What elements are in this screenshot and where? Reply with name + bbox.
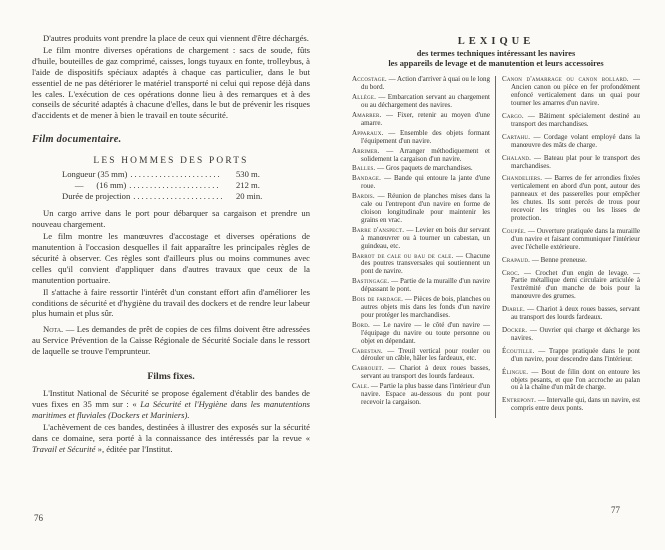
- lexique-entry: [502, 306, 640, 322]
- page-left: [32, 33, 310, 454]
- body-paragraphs: [32, 208, 310, 319]
- lexique-column-left: [352, 76, 495, 418]
- lexique-term: Chandeliers.: [502, 174, 543, 183]
- lexique-term: Diable.: [502, 305, 525, 314]
- lexique-term: Cale.: [352, 382, 370, 391]
- lexique-term: Arrimer.: [352, 146, 380, 155]
- lexique-entry: [502, 228, 640, 252]
- lexique-definition: — Trappe pratiquée dans le pont d'un navire, pour descendre dans l'intérieur.: [511, 346, 641, 363]
- lexique-term: Docker.: [502, 325, 528, 334]
- nota-paragraph: [32, 324, 310, 357]
- paragraph: Un cargo arrive dans le port pour débarquer sa cargaison et prendre un nouveau chargement.: [32, 208, 310, 230]
- lexique-entry: [352, 112, 490, 128]
- lexique-entry: [352, 348, 490, 364]
- lexique-term: Chaland.: [502, 153, 532, 162]
- lexique-definition: — Le navire — le côté d'un navire — l'équipage du navire ou toute personne ou objet en dépendant.: [361, 320, 491, 345]
- fixes-paragraph-2-italic-title: Travail et Sécurité: [32, 443, 96, 454]
- intro-paragraphs: [32, 33, 310, 121]
- lexique-term: Crapaud.: [502, 255, 531, 264]
- lexique-definition: — Partie la plus basse dans l'intérieur d'un navire. Espace au-dessous du pont pour recevoir la cargaison.: [361, 382, 490, 406]
- lexique-definition: — Bout de filin dont on entoure les objets pesants, et que l'on accroche au palan ou à la chaîne d'un mât de charge.: [511, 367, 640, 392]
- lexique-entry: [352, 296, 490, 320]
- lexique-definition: — Arranger méthodiquement et solidement la cargaison d'un navire.: [361, 146, 490, 163]
- lexique-entry: [352, 365, 490, 381]
- lexique-definition: — Cordage volant employé dans la manœuvre des mâts de charge.: [511, 132, 641, 149]
- lexique-entry: [352, 322, 490, 346]
- film-spec-row: [62, 169, 280, 180]
- lexique-column-right: [496, 76, 640, 418]
- lexique-entry: [502, 175, 640, 222]
- spec-label: Longueur (35 mm): [62, 169, 128, 180]
- lexique-entry: [352, 76, 490, 92]
- page-number-left: 76: [34, 513, 43, 523]
- lexique-entry: [502, 327, 640, 343]
- lexique-term: Coupée.: [502, 226, 526, 235]
- lexique-definition: — Pièces de bois, planches ou autres objets mis dans les fonds d'un navire pour protéger les marchandises.: [361, 295, 490, 319]
- lexique-definition: — Ouverture pratiquée dans la muraille d'un navire et faisant communiquer l'intérieur avec l'échelle extérieure.: [511, 226, 640, 251]
- lexique-term: Bois de fardage.: [352, 295, 404, 304]
- paragraph: D'autres produits vont prendre la place de ceux qui viennent d'être déchargés.: [43, 33, 309, 43]
- paragraph: Il s'attache à faire ressortir l'intérêt d'un constant effort afin d'améliorer les conditions de sécurité et d'hygiène du travail des dockers et de rendre leur labeur plus humain et plus sûr.: [32, 286, 310, 319]
- lexique-entry: [502, 257, 640, 265]
- film-spec-row: [62, 191, 280, 202]
- lexique-definition: — Ouvrier qui charge et décharge les navires.: [511, 325, 641, 342]
- spec-value: 212 m.: [236, 180, 260, 191]
- lexique-definition: — Ancien canon ou pièce en fer profondément enfoncé verticalement dans un quai pour tourner les amarres d'un navire.: [511, 75, 640, 108]
- lexique-entry: [502, 113, 640, 129]
- lexique-entry: [352, 278, 490, 294]
- lexique-term: Allège.: [352, 93, 377, 102]
- lexique-term: Barre d'anspect.: [352, 225, 405, 234]
- fixes-paragraph-1-text: L'Institut National de Sécurité se propose également d'établir des bandes de vues fixes en 35 mm sur : «: [32, 388, 310, 409]
- lexique-title: LEXIQUE: [457, 36, 535, 47]
- lexique-entry: [352, 130, 490, 146]
- lexique-term: Bardis.: [352, 192, 375, 201]
- lexique-definition: — Chariot à deux roues basses, servant au transport des lourds fardeaux.: [511, 305, 641, 322]
- lexique-definition: — Chariot à deux roues basses, servant au transport des lourds fardeaux.: [361, 364, 491, 381]
- lexique-entry: [502, 134, 640, 150]
- lexique-definition: — Embarcation servant au chargement ou au déchargement des navires.: [361, 93, 491, 110]
- lexique-term: Écoutille.: [502, 346, 535, 355]
- lexique-entry: [502, 348, 640, 364]
- spec-label: — (16 mm): [62, 180, 127, 191]
- lexique-term: Élingue.: [502, 367, 529, 376]
- lexique-term: Bandage.: [352, 174, 382, 183]
- nota-label: Nota.: [43, 324, 64, 335]
- dot-leader: ......................: [129, 180, 221, 191]
- dot-leader: ......................: [133, 191, 225, 202]
- lexique-entry: [352, 165, 490, 173]
- lexique-term: Entrepont.: [502, 396, 537, 405]
- lexique-term: Bastingage.: [352, 277, 390, 286]
- lexique-term: Apparaux.: [352, 128, 384, 137]
- spec-value: 20 min.: [236, 191, 263, 202]
- paragraph: Le film montre les manœuvres d'accostage et diverses opérations de manutention à l'occasion desquelles il fait apparaître les principales règles de sécurité à observer. Ces règles sont d'ailleurs plus ou moins communes avec celles qu'il convient d'appliquer dans d'autres travaux que ceux de la manutention portuaire.: [32, 231, 310, 285]
- films-fixes-heading: Films fixes.: [147, 371, 195, 383]
- lexique-entry: [352, 227, 490, 251]
- lexique-term: Cabestan.: [352, 346, 383, 355]
- lexique-entry: [502, 155, 640, 171]
- lexique-entry: [502, 76, 640, 108]
- page-number-right: 77: [611, 505, 620, 515]
- lexique-definition: — Levier en bois dur servant à manœuvrer ou à tourner un cabestan, un guindeau, etc.: [361, 225, 491, 250]
- lexique-entry: [502, 397, 640, 413]
- lexique-definition: — Intervalle qui, dans un navire, est compris entre deux ponts.: [511, 396, 641, 413]
- lexique-term: Cabrouet.: [352, 364, 384, 373]
- lexique-definition: — Bande qui entoure la jante d'une roue.: [361, 174, 491, 191]
- lexique-definition: — Ensemble des objets formant l'équipement d'un navire.: [361, 128, 490, 145]
- lexique-term: Cartahu.: [502, 132, 531, 141]
- lexique-term: Croc.: [502, 268, 520, 277]
- fixes-paragraph-2-text: L'achèvement de ces bandes, destinées à illustrer des exposés sur la sécurité dans ce domaine, sera porté à la connaissance des intéressés par la revue «: [32, 421, 310, 443]
- film-title: LES HOMMES DES PORTS: [93, 156, 249, 167]
- lexique-entry: [352, 193, 490, 225]
- lexique-definition: — Treuil vertical pour rouler ou dérouler un câble, hâler les fardeaux, etc.: [361, 346, 491, 363]
- lexique-term: Cargo.: [502, 112, 524, 121]
- fixes-paragraph-2-end: », éditée par l'Institut.: [95, 443, 173, 454]
- fixes-paragraph-1: [32, 388, 310, 421]
- lexique-subtitle-line2: les appareils de levage et de manutention et leurs accessoires: [388, 59, 604, 69]
- lexique-entry: [352, 175, 490, 191]
- lexique-entry: [502, 270, 640, 302]
- lexique-definition: — Partie de la muraille d'un navire dépassant le pont.: [361, 277, 491, 294]
- lexique-entry: [352, 94, 490, 110]
- lexique-definition: — Gros paquets de marchandises.: [377, 164, 473, 173]
- lexique-definition: — Réunion de planches mises dans la cale ou l'entrepont d'un navire en forme de cloison longitudinale pour maintenir les grains en vrac.: [361, 192, 490, 224]
- fixes-paragraph-1-italic-title: La Sécurité et l'Hygiène dans les manutentions maritimes et fluviales (Dockers et Mariniers).: [32, 398, 310, 420]
- page-right: [352, 36, 640, 418]
- lexique-columns: [352, 76, 640, 418]
- film-specs: [62, 169, 280, 202]
- lexique-term: Balles.: [352, 164, 376, 173]
- lexique-definition: — Chacune des poutres transversales qui soutiennent un pont de navire.: [361, 251, 490, 276]
- film-spec-row: [62, 180, 280, 191]
- film-documentaire-heading: Film documentaire.: [32, 134, 122, 146]
- lexique-definition: — Action d'arriver à quai ou le long du bord.: [361, 75, 491, 92]
- lexique-definition: — Bâtiment spécialement destiné au transport des marchandises.: [511, 112, 641, 128]
- lexique-definition: — Benne preneuse.: [531, 255, 587, 264]
- lexique-subtitle-line1: des termes techniques intéressant les navires: [416, 49, 576, 58]
- fixes-paragraph-2: [32, 422, 310, 455]
- lexique-definition: — Barres de fer arrondies fixées verticalement en abord d'un pont, autour des panneaux et des passerelles pour empêcher les chutes. Ils sont percés de trous pour recevoir les tringles ou les lisses de protection.: [511, 174, 640, 222]
- lexique-entry: [352, 148, 490, 164]
- lexique-term: Bord.: [352, 320, 370, 329]
- lexique-entry: [352, 383, 490, 407]
- lexique-term: Amarrer.: [352, 111, 382, 120]
- spec-label: Durée de projection: [62, 191, 131, 202]
- lexique-definition: — Fixer, retenir au moyen d'une amarre.: [361, 111, 490, 127]
- nota-text: — Les demandes de prêt de copies de ces films doivent être adressées au Service Prévention de la Caisse Régionale de Sécurité Sociale dans le ressort de laquelle se trouve l'emprunteur.: [32, 324, 310, 357]
- lexique-entry: [502, 369, 640, 393]
- paragraph: Le film montre diverses opérations de chargement : sacs de soude, fûts d'huile, bouteilles de gaz comprimé, caisses, longs tuyaux en fonte, trolleybus, à l'aide de dispositifs spéciaux adaptés à chaque cas particulier, dans le but essentiel de ne pas détériorer le matériel transporté ni celui qui repose déjà dans les cales. L'exécution de ces opérations donne lieu à des remarques et à des conseils de sécurité adaptés à chacune d'elles, dans le but de prévenir les risques d'accidents et de mener à bien le travail en toute sécurité.: [32, 44, 310, 121]
- lexique-term: Barrot de cale ou bau de cale.: [352, 251, 454, 260]
- lexique-definition: — Bateau plat pour le transport des marchandises.: [511, 153, 641, 170]
- lexique-term: Accostage.: [352, 75, 387, 84]
- lexique-definition: — Crochet d'un engin de levage. — Partie métallique demi circulaire articulée à l'extrémité d'un manche de bois pour la manœuvre des grumes.: [511, 268, 640, 301]
- lexique-entry: [352, 253, 490, 277]
- spec-value: 530 m.: [236, 169, 260, 180]
- dot-leader: ......................: [130, 169, 222, 180]
- lexique-term: Canon d'amarrage ou canon bollard.: [502, 75, 629, 84]
